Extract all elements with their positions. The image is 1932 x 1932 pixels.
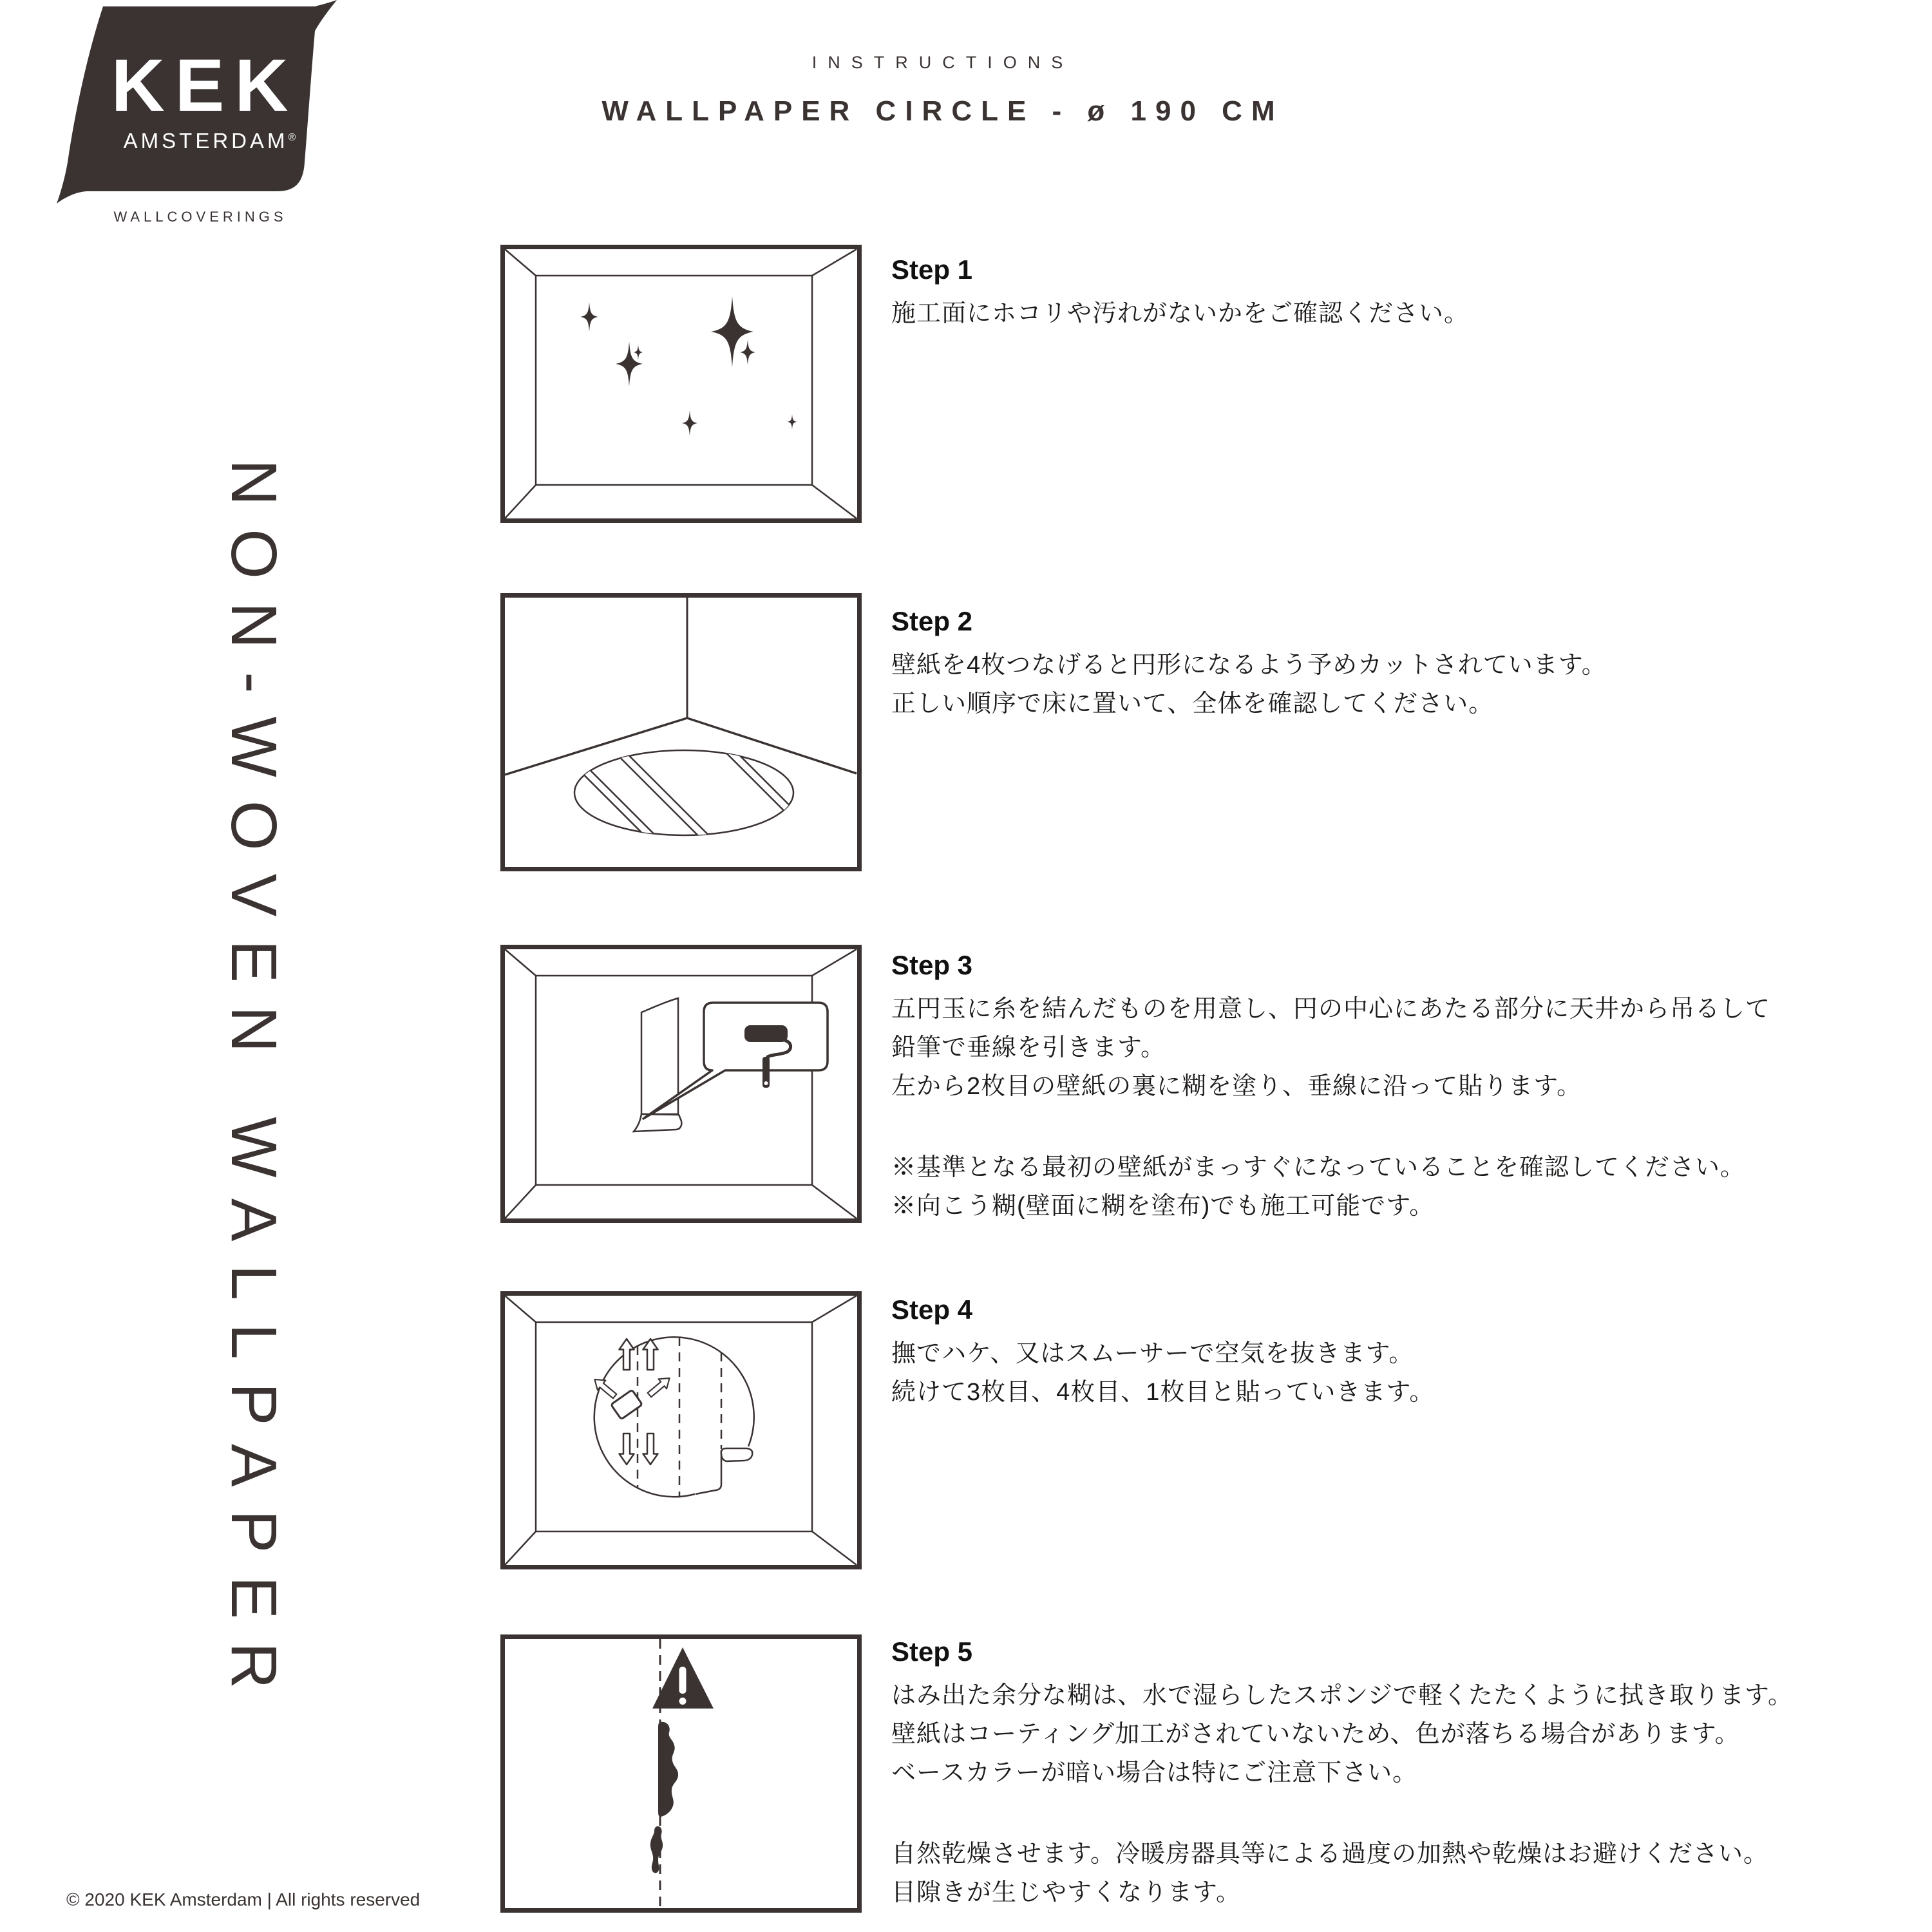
sparkles-icon xyxy=(580,296,797,436)
step-5-note: 自然乾燥させます。冷暖房器具等による過度の加熱や乾燥はお避けください。 xyxy=(891,1841,1768,1868)
wall-outer-frame xyxy=(503,947,860,1221)
step-2-block xyxy=(891,606,1909,723)
step4-illustration-smoothing-icon xyxy=(500,1291,862,1569)
step-4-block xyxy=(891,1294,1909,1412)
step-5-heading: Step 5 xyxy=(891,1636,973,1667)
wall-inner-frame xyxy=(536,276,812,485)
step-5-block xyxy=(891,1636,1909,1912)
step-2-line: 壁紙を4枚つなげると円形になるよう予めカットされています。 xyxy=(891,652,1607,679)
step-4-line: 撫でハケ、又はスムーサーで空気を抜きます。 xyxy=(891,1340,1414,1367)
step-1-block xyxy=(891,254,1909,333)
page-title: WALLPAPER CIRCLE - ø 190 CM xyxy=(601,95,1284,127)
step-3-note: ※基準となる最初の壁紙がまっすぐになっていることを確認してください。 xyxy=(891,1154,1746,1181)
kek-amsterdam-logo xyxy=(55,0,339,207)
step-1-heading: Step 1 xyxy=(891,254,973,285)
applied-strip-edge xyxy=(696,1450,721,1494)
copyright-notice: © 2020 KEK Amsterdam | All rights reserved xyxy=(66,1889,421,1909)
step-5-line: はみ出た余分な糊は、水で湿らしたスポンジで軽くたたくように拭き取ります。 xyxy=(891,1682,1794,1709)
wall-perspective-lines xyxy=(505,249,857,518)
page-kicker: INSTRUCTIONS xyxy=(811,53,1074,72)
logo-city-text: AMSTERDAM® xyxy=(123,129,299,153)
registered-mark: ® xyxy=(288,132,299,143)
step5-illustration-warning-icon xyxy=(500,1634,862,1913)
step2-illustration-floor-layout-icon xyxy=(500,593,862,871)
step1-illustration-clean-wall-icon xyxy=(500,245,862,523)
logo-tagline: WALLCOVERINGS xyxy=(113,209,287,225)
step-3-note: ※向こう糊(壁面に糊を塗布)でも施工可能です。 xyxy=(891,1193,1435,1220)
step-3-line: 左から2枚目の壁紙の裏に糊を塗り、垂線に沿って貼ります。 xyxy=(891,1073,1582,1100)
step-5-note: 目隙きが生じやすくなります。 xyxy=(891,1879,1241,1906)
step-2-line: 正しい順序で床に置いて、全体を確認してください。 xyxy=(891,690,1494,717)
wall-outer-frame xyxy=(503,1294,860,1567)
step-4-line: 続けて3枚目、4枚目、1枚目と貼っていきます。 xyxy=(891,1379,1435,1406)
wall-outer-frame xyxy=(503,247,860,521)
glue-drip-blobs xyxy=(650,1722,678,1873)
step-1-line: 施工面にホコリや汚れがないかをご確認ください。 xyxy=(891,300,1470,327)
wallpaper-strip xyxy=(641,998,678,1114)
wallpaper-circle-outline xyxy=(594,1337,754,1497)
wall-perspective-lines xyxy=(505,1296,857,1565)
logo-brand-text: KEK xyxy=(111,44,299,127)
step-3-line: 五円玉に糸を結んだものを用意し、円の中心にあたる部分に天井から吊るして xyxy=(891,996,1771,1023)
wall-perspective-lines xyxy=(505,949,857,1218)
warning-triangle-icon xyxy=(652,1647,714,1709)
step-5-line: 壁紙はコーティング加工がされていないため、色が落ちる場合があります。 xyxy=(891,1721,1740,1748)
step-4-heading: Step 4 xyxy=(891,1294,973,1325)
step-5-line: ベースカラーが暗い場合は特にご注意下さい。 xyxy=(891,1759,1418,1786)
step-3-line: 鉛筆で垂線を引きます。 xyxy=(891,1034,1166,1061)
step-2-heading: Step 2 xyxy=(891,606,973,636)
step3-illustration-paste-roller-icon xyxy=(500,945,862,1223)
curled-strip-flap xyxy=(721,1448,752,1461)
step-3-heading: Step 3 xyxy=(891,950,973,980)
side-vertical-label: NON-WOVEN WALLPAPER xyxy=(218,459,290,1712)
strip-bottom-fold xyxy=(634,1114,681,1132)
step-3-block xyxy=(891,950,1909,1226)
wall-inner-frame xyxy=(536,1322,812,1531)
